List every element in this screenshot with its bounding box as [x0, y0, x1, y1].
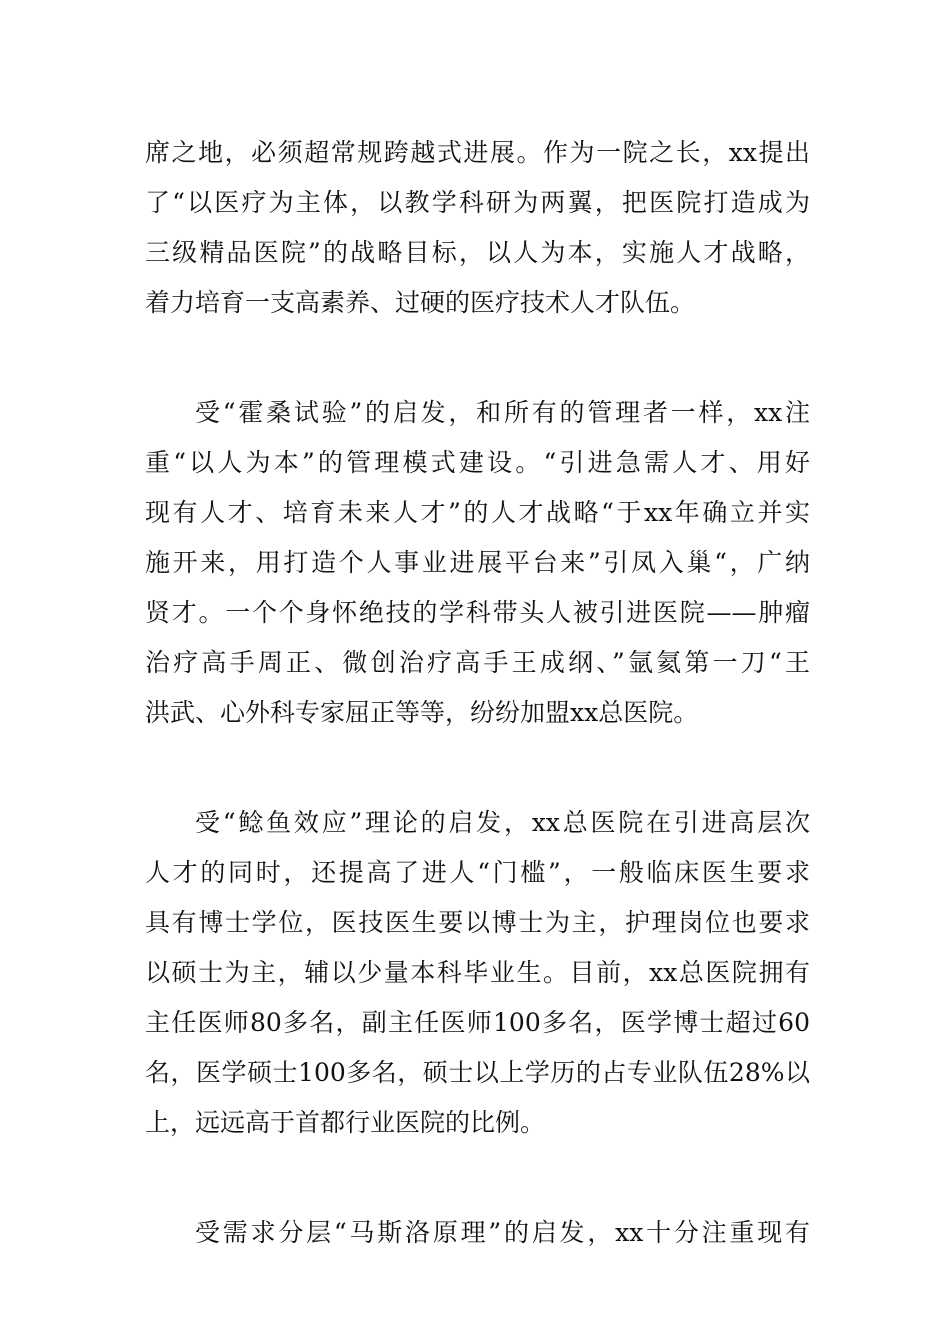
text-line: 上，远远高于首都行业医院的比例。 — [145, 1108, 546, 1137]
text-line: 洪武、心外科专家屈正等等，纷纷加盟xx总医院。 — [145, 698, 699, 727]
document-body — [145, 128, 810, 1258]
paragraph-spacer — [145, 328, 810, 388]
text-line: 受需求分层“马斯洛原理”的启发，xx十分注重现有 — [195, 1218, 810, 1247]
paragraph-spacer — [145, 1148, 810, 1208]
text-line: 现有人才、培育未来人才”的人才战略“于xx年确立并实 — [145, 498, 810, 527]
text-line: 三级精品医院”的战略目标，以人为本，实施人才战略， — [145, 238, 810, 267]
text-line: 着力培育一支高素养、过硬的医疗技术人才队伍。 — [145, 288, 696, 317]
text-line: 具有博士学位，医技医生要以博士为主，护理岗位也要求 — [145, 908, 810, 937]
text-line: 贤才。一个个身怀绝技的学科带头人被引进医院——肿瘤 — [145, 598, 810, 627]
text-line: 了“以医疗为主体，以教学科研为两翼，把医院打造成为 — [145, 188, 810, 217]
text-line: 人才的同时，还提高了进人“门槛”，一般临床医生要求 — [145, 858, 810, 887]
text-line: 受“鲶鱼效应”理论的启发，xx总医院在引进高层次 — [195, 808, 810, 837]
text-line: 主任医师80多名，副主任医师100多名，医学博士超过60 — [145, 1008, 810, 1037]
paragraph-2 — [145, 388, 810, 738]
text-line: 治疗高手周正、微创治疗高手王成纲、”氩氦第一刀“王 — [145, 648, 810, 677]
text-line: 名，医学硕士100多名，硕士以上学历的占专业队伍28%以 — [145, 1058, 810, 1087]
text-line: 重“以人为本”的管理模式建设。“引进急需人才、用好 — [145, 448, 810, 477]
paragraph-spacer — [145, 738, 810, 798]
paragraph-1 — [145, 128, 810, 328]
text-line: 以硕士为主，辅以少量本科毕业生。目前，xx总医院拥有 — [145, 958, 810, 987]
text-line: 席之地，必须超常规跨越式进展。作为一院之长，xx提出 — [145, 138, 810, 167]
text-line: 施开来，用打造个人事业进展平台来”引凤入巢“，广纳 — [145, 548, 810, 577]
paragraph-4 — [145, 1208, 810, 1258]
text-line: 受“霍桑试验”的启发，和所有的管理者一样，xx注 — [195, 398, 810, 427]
paragraph-3 — [145, 798, 810, 1148]
